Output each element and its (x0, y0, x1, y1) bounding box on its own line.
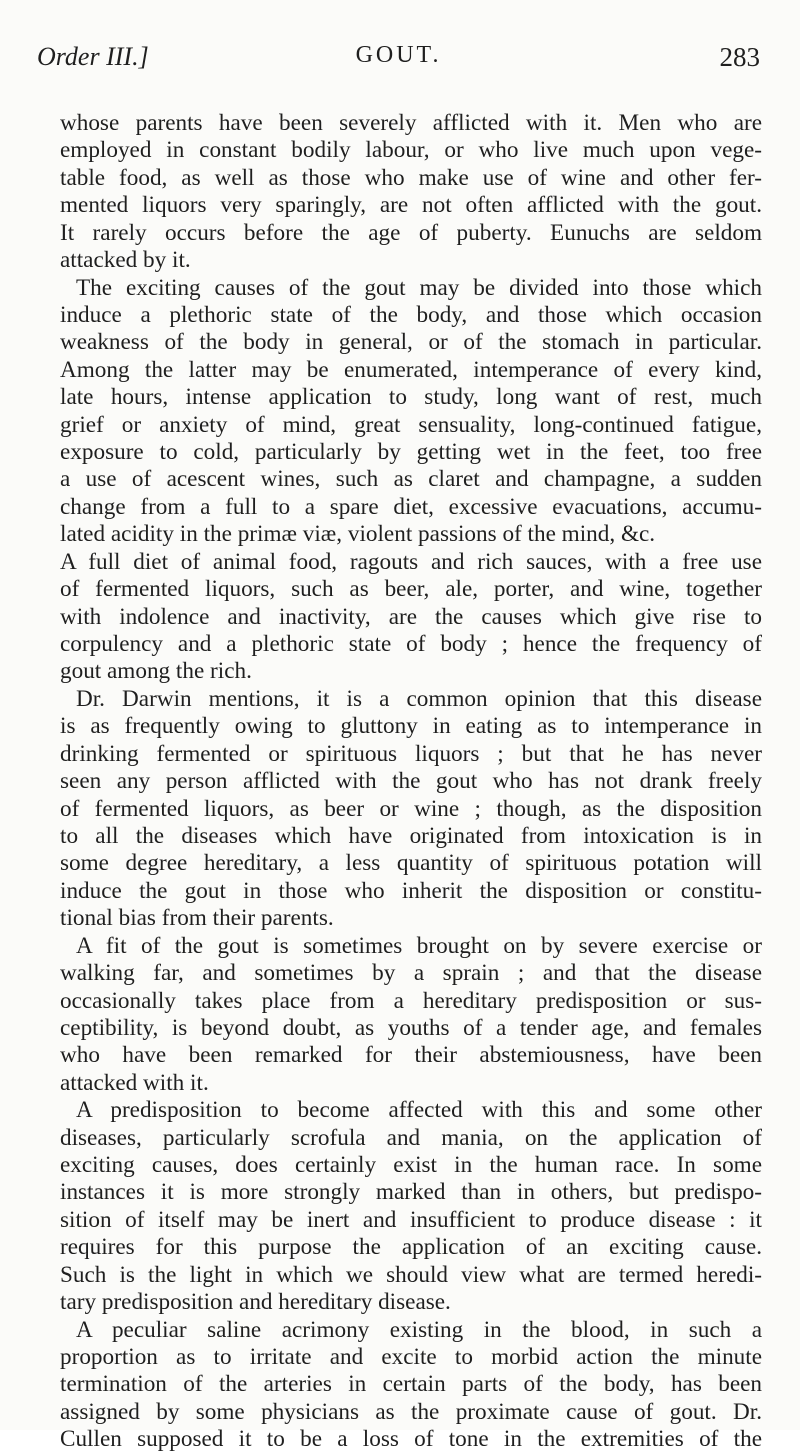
text-line: mented liquors very sparingly, are not often afflicted with the gout. (60, 192, 762, 219)
text-line: sition of itself may be inert and insufficient to produce disease : it (60, 1206, 762, 1233)
text-line: Among the latter may be enumerated, intemperance of every kind, (60, 356, 762, 383)
text-line: weakness of the body in general, or of the stomach in particular. (60, 329, 762, 356)
text-line: ceptibility, is beyond doubt, as youths of a tender age, and females (60, 1014, 762, 1041)
text-line: walking far, and sometimes by a sprain ; and that the disease (60, 960, 762, 987)
text-line: exciting causes, does certainly exist in the human race. In some (60, 1152, 762, 1179)
text-line: grief or anxiety of mind, great sensuality, long-continued fatigue, (60, 411, 762, 438)
text-line: gout among the rich. (60, 658, 252, 685)
text-line: induce a plethoric state of the body, and those which occasion (60, 301, 762, 328)
text-line: occasionally takes place from a hereditary predisposition or sus- (60, 987, 762, 1014)
text-line: A peculiar saline acrimony existing in the blood, in such a (76, 1316, 762, 1343)
text-line: employed in constant bodily labour, or who live much upon vege- (60, 137, 762, 164)
text-line: A full diet of animal food, ragouts and rich sauces, with a free use (60, 548, 762, 575)
body-text (60, 110, 762, 1454)
page-number: 283 (719, 42, 760, 72)
text-line: Cullen supposed it to be a loss of tone in the extremities of the (60, 1426, 762, 1453)
text-line: instances it is more strongly marked than in others, but predispo- (60, 1179, 762, 1206)
text-line: It rarely occurs before the age of puberty. Eunuchs are seldom (60, 219, 762, 246)
text-line: diseases, particularly scrofula and mania, on the application of (60, 1124, 762, 1151)
text-line: assigned by some physicians as the proximate cause of gout. Dr. (60, 1398, 762, 1425)
page-heading: GOUT. (355, 42, 442, 68)
text-line: Such is the light in which we should view what are termed heredi- (60, 1261, 762, 1288)
running-head (37, 42, 760, 82)
text-line: lated acidity in the primæ viæ, violent passions of the mind, &c. (60, 521, 656, 548)
text-line: of fermented liquors, such as beer, ale, porter, and wine, together (60, 576, 762, 603)
chapter-reference: Order III.] (37, 42, 149, 71)
text-line: attacked with it. (60, 1069, 209, 1096)
text-line: change from a full to a spare diet, excessive evacuations, accumu- (60, 493, 762, 520)
text-line: who have been remarked for their abstemiousness, have been (60, 1042, 762, 1069)
text-line: requires for this purpose the application of an exciting cause. (60, 1234, 762, 1261)
text-line: The exciting causes of the gout may be divided into those which (76, 274, 762, 301)
text-line: A fit of the gout is sometimes brought on by severe exercise or (76, 932, 762, 959)
text-line: Dr. Darwin mentions, it is a common opinion that this disease (76, 685, 762, 712)
text-line: drinking fermented or spirituous liquors ; but that he has never (60, 740, 762, 767)
text-line: seen any person afflicted with the gout who has not drank freely (60, 768, 762, 795)
text-line: proportion as to irritate and excite to morbid action the minute (60, 1343, 762, 1370)
text-line: tary predisposition and hereditary disease. (60, 1289, 451, 1316)
text-line: table food, as well as those who make use of wine and other fer- (60, 164, 762, 191)
text-line: corpulency and a plethoric state of body ; hence the frequency of (60, 631, 762, 658)
text-line: with indolence and inactivity, are the causes which give rise to (60, 603, 762, 630)
text-line: termination of the arteries in certain parts of the body, has been (60, 1371, 762, 1398)
text-line: induce the gout in those who inherit the disposition or constitu- (60, 877, 762, 904)
text-line: to all the diseases which have originated from intoxication is in (60, 822, 762, 849)
text-line: a use of acescent wines, such as claret and champagne, a sudden (60, 466, 762, 493)
text-line: of fermented liquors, as beer or wine ; though, as the disposition (60, 795, 762, 822)
text-line: late hours, intense application to study, long want of rest, much (60, 384, 762, 411)
text-line: attacked by it. (60, 247, 191, 274)
text-line: is as frequently owing to gluttony in eating as to intemperance in (60, 713, 762, 740)
text-line: exposure to cold, particularly by getting wet in the feet, too free (60, 439, 762, 466)
text-line: tional bias from their parents. (60, 905, 334, 932)
text-line: whose parents have been severely afflicted with it. Men who are (60, 110, 762, 136)
text-line: some degree hereditary, a less quantity of spirituous potation will (60, 850, 762, 877)
text-line: A predisposition to become affected with this and some other (76, 1097, 762, 1124)
